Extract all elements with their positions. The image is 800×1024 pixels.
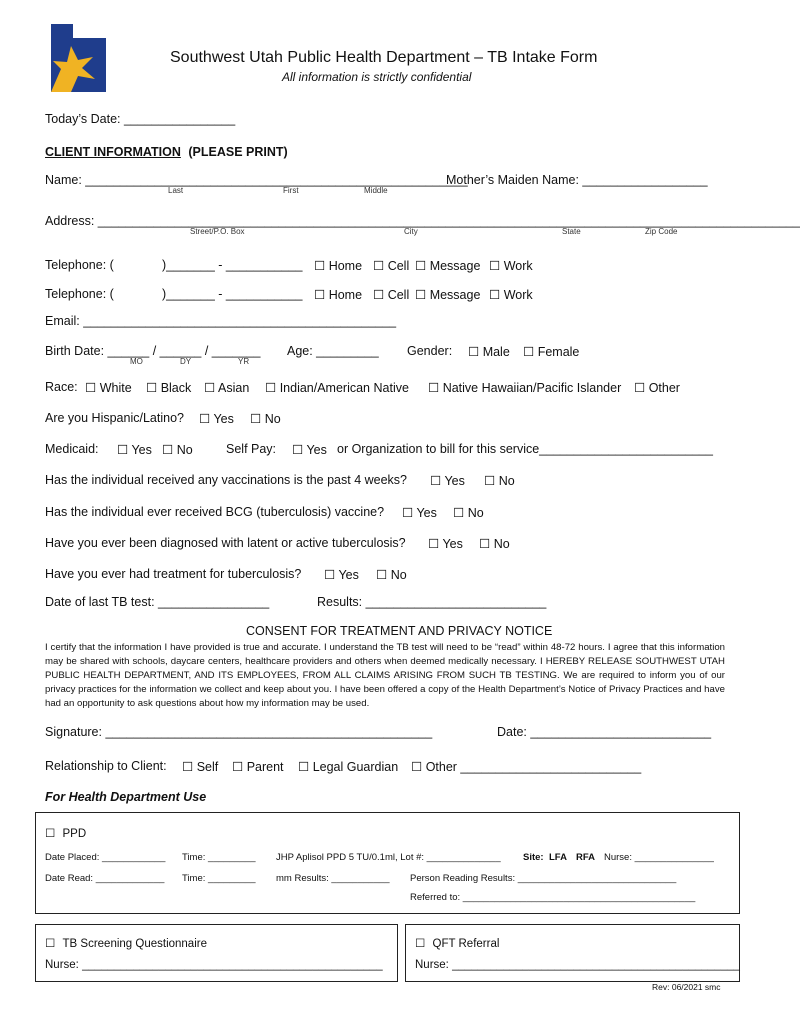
treatment-no-checkbox[interactable]: ☐ No <box>376 568 407 582</box>
vaccination-yes-label: Yes <box>444 474 465 488</box>
email-field[interactable]: Email: _____________________________________________ <box>45 314 397 328</box>
site-label: Site: <box>523 852 544 863</box>
telephone-1-field[interactable]: )_______ - ___________ <box>162 258 303 272</box>
self-pay-yes-checkbox[interactable]: ☐ Yes <box>292 443 327 457</box>
results-field[interactable]: Results: __________________________ <box>317 595 547 609</box>
diagnosis-yes-checkbox[interactable]: ☐ Yes <box>428 537 463 551</box>
signature-field[interactable]: Signature: _______________________________________________ <box>45 725 433 739</box>
qft-label: QFT Referral <box>432 938 500 950</box>
medicaid-yes-checkbox[interactable]: ☐ Yes <box>117 443 152 457</box>
hispanic-yes-label: Yes <box>213 412 234 426</box>
diagnosis-question: Have you ever been diagnosed with latent or active tuberculosis? <box>45 536 406 550</box>
race-indian-label: Indian/American Native <box>279 381 409 395</box>
form-title: Southwest Utah Public Health Department – TB Intake Form <box>170 49 598 66</box>
gender-female-checkbox[interactable]: ☐ Female <box>523 345 580 359</box>
treatment-yes-checkbox[interactable]: ☐ Yes <box>324 568 359 582</box>
telephone-1-home-label: Home <box>328 259 363 273</box>
mm-results-field[interactable]: mm Results: ___________ <box>276 873 390 884</box>
relationship-parent-checkbox[interactable]: ☐ Parent <box>232 760 284 774</box>
maiden-name-field[interactable]: Mother’s Maiden Name: __________________ <box>446 173 708 187</box>
address-field[interactable]: Address: _____________________________________________________________________________________________________ <box>45 214 800 228</box>
hispanic-no-label: No <box>264 412 281 426</box>
qft-nurse-field[interactable]: Nurse: _____________________________________________ <box>415 959 740 971</box>
medicaid-label: Medicaid: <box>45 442 99 456</box>
race-hawaiian-checkbox[interactable]: ☐ Native Hawaiian/Pacific Islander <box>428 381 622 395</box>
treatment-question: Have you ever had treatment for tuberculosis? <box>45 567 302 581</box>
please-print-note: (PLEASE PRINT) <box>188 145 288 159</box>
relationship-guardian-label: Legal Guardian <box>312 760 399 774</box>
race-asian-checkbox[interactable]: ☐ Asian <box>204 381 250 395</box>
telephone-2-message-label: Message <box>429 288 481 302</box>
birth-date-field[interactable]: Birth Date: ______ / ______ / _______ <box>45 344 261 358</box>
screening-section <box>35 924 398 982</box>
screening-label: TB Screening Questionnaire <box>62 938 207 950</box>
ppd-nurse-field[interactable]: Nurse: _______________ <box>604 852 714 863</box>
vaccination-no-checkbox[interactable]: ☐ No <box>484 474 515 488</box>
treatment-yes-label: Yes <box>338 568 359 582</box>
race-white-label: White <box>99 381 132 395</box>
telephone-1-cell-checkbox[interactable]: ☐ Cell <box>373 259 410 273</box>
gender-male-label: Male <box>482 345 510 359</box>
date-placed-field[interactable]: Date Placed: ____________ <box>45 852 166 863</box>
telephone-2-field[interactable]: )_______ - ___________ <box>162 287 303 301</box>
hispanic-yes-checkbox[interactable]: ☐ Yes <box>199 412 234 426</box>
telephone-2-message-checkbox[interactable]: ☐ Message <box>415 288 481 302</box>
screening-checkbox[interactable]: ☐ TB Screening Questionnaire <box>45 938 207 950</box>
jhp-lot-field[interactable]: JHP Aplisol PPD 5 TU/0.1ml, Lot #: ______________ <box>276 852 501 863</box>
bcg-question: Has the individual ever received BCG (tuberculosis) vaccine? <box>45 505 385 519</box>
consent-heading: CONSENT FOR TREATMENT AND PRIVACY NOTICE <box>246 624 553 638</box>
race-hawaiian-label: Native Hawaiian/Pacific Islander <box>442 381 622 395</box>
medicaid-no-label: No <box>176 443 193 457</box>
relationship-other-checkbox[interactable]: ☐ Other __________________________ <box>411 760 642 774</box>
ppd-checkbox[interactable]: ☐ PPD <box>45 828 87 840</box>
relationship-self-checkbox[interactable]: ☐ Self <box>182 760 219 774</box>
person-reading-field[interactable]: Person Reading Results: ______________________________ <box>410 873 677 884</box>
race-label: Race: <box>45 380 78 394</box>
race-other-label: Other <box>648 381 680 395</box>
date-read-field[interactable]: Date Read: _____________ <box>45 873 165 884</box>
address-sub-street: Street/P.O. Box <box>190 227 245 236</box>
qft-section <box>405 924 740 982</box>
relationship-parent-label: Parent <box>246 760 284 774</box>
telephone-2-work-label: Work <box>503 288 533 302</box>
billing-organization-field[interactable]: or Organization to bill for this service_________________________ <box>337 442 713 456</box>
name-sub-middle: Middle <box>364 186 388 195</box>
health-department-logo <box>51 24 107 92</box>
hispanic-label: Are you Hispanic/Latino? <box>45 411 184 425</box>
revision-note: Rev: 06/2021 smc <box>652 982 721 992</box>
address-sub-zip: Zip Code <box>645 227 678 236</box>
bcg-yes-label: Yes <box>416 506 437 520</box>
consent-text: I certify that the information I have provided is true and accurate. I understand the TB test will need to be “read” within 48-72 hours. I agree that this information may be shared with schools, daycare centers, healthcare providers and others when deemed medically necessary. I HEREBY RELEASE SOUTHWEST UTAH PUBLIC HEALTH DEPARTMENT, AND ITS EMPLOYEES, FROM ALL CLAIMS ARISING FROM SUCH TB TESTING. We are required to inform you of our privacy practices for the information we collect and keep about you. I have been offered a copy of the Health Department’s Notice of Privacy Practices and have had an opportunity to ask questions about how my information may be used. <box>45 642 725 709</box>
birth-sub-dy: DY <box>180 357 192 366</box>
ppd-label: PPD <box>62 828 87 840</box>
address-sub-city: City <box>404 227 418 236</box>
birth-sub-yr: YR <box>238 357 250 366</box>
telephone-1-message-label: Message <box>429 259 481 273</box>
relationship-label: Relationship to Client: <box>45 759 167 773</box>
name-sub-last: Last <box>168 186 184 195</box>
self-pay-yes-label: Yes <box>306 443 327 457</box>
telephone-1-work-label: Work <box>503 259 533 273</box>
last-tb-test-field[interactable]: Date of last TB test: ________________ <box>45 595 270 609</box>
bcg-yes-checkbox[interactable]: ☐ Yes <box>402 506 437 520</box>
client-info-title: CLIENT INFORMATION <box>45 145 181 159</box>
race-asian-label: Asian <box>218 381 250 395</box>
health-department-use-heading: For Health Department Use <box>45 790 207 804</box>
telephone-1-cell-label: Cell <box>387 259 410 273</box>
race-black-checkbox[interactable]: ☐ Black <box>146 381 192 395</box>
bcg-no-checkbox[interactable]: ☐ No <box>453 506 484 520</box>
race-black-label: Black <box>160 381 192 395</box>
diagnosis-no-label: No <box>493 537 510 551</box>
diagnosis-no-checkbox[interactable]: ☐ No <box>479 537 510 551</box>
vaccination-yes-checkbox[interactable]: ☐ Yes <box>430 474 465 488</box>
name-field[interactable]: Name: _______________________________________________________ <box>45 173 468 187</box>
telephone-2-cell-label: Cell <box>387 288 410 302</box>
todays-date-field[interactable]: Today’s Date: ________________ <box>45 112 236 126</box>
race-white-checkbox[interactable]: ☐ White <box>85 381 132 395</box>
telephone-2-home-label: Home <box>328 288 363 302</box>
referred-to-field[interactable]: Referred to: ____________________________________________ <box>410 892 696 903</box>
race-indian-checkbox[interactable]: ☐ Indian/American Native <box>265 381 409 395</box>
vaccination-no-label: No <box>498 474 515 488</box>
race-other-checkbox[interactable]: ☐ Other <box>634 381 680 395</box>
bcg-no-label: No <box>467 506 484 520</box>
name-sub-first: First <box>283 186 299 195</box>
telephone-1-message-checkbox[interactable]: ☐ Message <box>415 259 481 273</box>
medicaid-no-checkbox[interactable]: ☐ No <box>162 443 193 457</box>
vaccination-question: Has the individual received any vaccinations is the past 4 weeks? <box>45 473 408 487</box>
site-lfa-option[interactable]: LFA <box>549 852 567 863</box>
signature-date-field[interactable]: Date: __________________________ <box>497 725 712 739</box>
relationship-other-label: Other __________________________ <box>425 760 642 774</box>
self-pay-label: Self Pay: <box>226 442 277 456</box>
telephone-2-work-checkbox[interactable]: ☐ Work <box>489 288 533 302</box>
time-placed-field[interactable]: Time: _________ <box>182 852 256 863</box>
telephone-2-cell-checkbox[interactable]: ☐ Cell <box>373 288 410 302</box>
birth-sub-mo: MO <box>130 357 143 366</box>
treatment-no-label: No <box>390 568 407 582</box>
hispanic-no-checkbox[interactable]: ☐ No <box>250 412 281 426</box>
telephone-1-home-checkbox[interactable]: ☐ Home <box>314 259 363 273</box>
telephone-1-label: Telephone: ( <box>45 258 114 272</box>
telephone-2-label: Telephone: ( <box>45 287 114 301</box>
telephone-2-home-checkbox[interactable]: ☐ Home <box>314 288 363 302</box>
age-field[interactable]: Age: _________ <box>287 344 379 358</box>
client-info-heading <box>45 145 288 159</box>
telephone-1-work-checkbox[interactable]: ☐ Work <box>489 259 533 273</box>
relationship-guardian-checkbox[interactable]: ☐ Legal Guardian <box>298 760 399 774</box>
gender-male-checkbox[interactable]: ☐ Male <box>468 345 510 359</box>
confidential-note: All information is strictly confidential <box>282 70 472 84</box>
site-rfa-option[interactable]: RFA <box>576 852 595 863</box>
address-sub-state: State <box>562 227 581 236</box>
time-read-field[interactable]: Time: _________ <box>182 873 256 884</box>
diagnosis-yes-label: Yes <box>442 537 463 551</box>
gender-female-label: Female <box>537 345 580 359</box>
qft-checkbox[interactable]: ☐ QFT Referral <box>415 938 500 950</box>
relationship-self-label: Self <box>196 760 219 774</box>
gender-label: Gender: <box>407 344 453 358</box>
medicaid-yes-label: Yes <box>131 443 152 457</box>
screening-nurse-field[interactable]: Nurse: _______________________________________________ <box>45 959 383 971</box>
